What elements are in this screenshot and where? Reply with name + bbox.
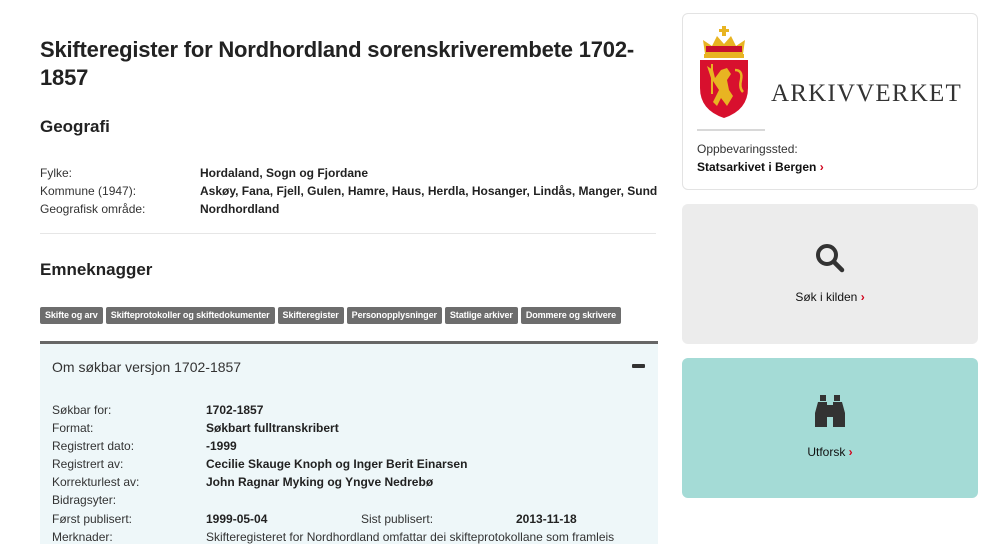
brand-name: ARKIVVERKET [771, 80, 962, 107]
search-source-label: Søk i kilden [795, 290, 858, 304]
tag-skifte-og-arv[interactable]: Skifte og arv [40, 307, 103, 324]
detail-row [52, 491, 614, 509]
notes-label: Merknader: [52, 529, 113, 544]
panel-details [52, 401, 614, 544]
search-icon-wrap [682, 242, 978, 274]
geografi-table [40, 164, 658, 218]
archive-logo-card [682, 13, 978, 190]
notes-value: Skifteregisteret for Nordhordland omfattar dei skifteprotokollane som framleis [206, 529, 615, 544]
explore-link[interactable] [682, 445, 978, 459]
detail-value: 1702-1857 [206, 403, 264, 417]
explore-card[interactable] [682, 358, 978, 498]
search-source-link[interactable] [682, 290, 978, 304]
search-icon [814, 242, 846, 274]
detail-row [52, 437, 614, 455]
chevron-right-icon: › [860, 290, 865, 304]
detail-row [52, 401, 614, 419]
geo-label: Kommune (1947): [40, 184, 137, 198]
binoculars-icon-wrap [682, 393, 978, 429]
detail-label: Søkbar for: [52, 403, 112, 417]
coat-of-arms-icon [697, 26, 751, 120]
logo-divider [697, 129, 765, 131]
detail-row [52, 455, 614, 473]
search-source-card[interactable] [682, 204, 978, 344]
geografi-heading: Geografi [40, 117, 110, 136]
detail-label: Bidragsyter: [52, 493, 117, 508]
geo-row-kommune [40, 182, 658, 200]
emneknagger-heading: Emneknagger [40, 260, 153, 279]
geo-value: Hordaland, Sogn og Fjordane [200, 166, 368, 180]
tag-skifteregister[interactable]: Skifteregister [278, 307, 344, 324]
geo-row-fylke [40, 164, 658, 182]
detail-row [52, 473, 614, 491]
detail-label: Format: [52, 421, 94, 436]
storage-label: Oppbevaringssted: [697, 142, 798, 156]
last-published-label: Sist publisert: [361, 511, 434, 526]
page-title: Skifteregister for Nordhordland sorenskriverembete 1702-1857 [40, 37, 635, 90]
detail-value: Søkbart fulltranskribert [206, 421, 339, 436]
detail-label: Registrert dato: [52, 439, 135, 454]
detail-row [52, 419, 614, 437]
detail-value: Cecilie Skauge Knoph og Inger Berit Einarsen [206, 457, 468, 472]
detail-label: Registrert av: [52, 457, 124, 472]
section-divider [40, 233, 656, 234]
minus-icon[interactable] [632, 364, 645, 368]
detail-value: -1999 [206, 439, 237, 454]
tag-statlige-arkiver[interactable]: Statlige arkiver [445, 307, 518, 324]
tag-dommere-og-skrivere[interactable]: Dommere og skrivere [521, 307, 621, 324]
searchable-version-panel [40, 341, 658, 544]
explore-label: Utforsk [807, 445, 846, 459]
detail-value: John Ragnar Myking og Yngve Nedrebø [206, 475, 434, 490]
geo-label: Fylke: [40, 166, 73, 180]
geo-value: Nordhordland [200, 202, 280, 216]
geo-label: Geografisk område: [40, 202, 146, 216]
tag-skifteprotokoller[interactable]: Skifteprotokoller og skiftedokumenter [106, 307, 275, 324]
last-published-value: 2013-11-18 [516, 511, 577, 526]
tag-personopplysninger[interactable]: Personopplysninger [347, 307, 442, 324]
first-published-label: Først publisert: [52, 511, 133, 526]
notes-row [52, 528, 614, 544]
detail-label: Korrekturlest av: [52, 475, 140, 490]
panel-title[interactable]: Om søkbar versjon 1702-1857 [52, 359, 242, 375]
storage-link-text: Statsarkivet i Bergen [697, 160, 817, 174]
storage-link[interactable] [697, 160, 824, 174]
binoculars-icon [812, 393, 848, 429]
geo-value: Askøy, Fana, Fjell, Gulen, Hamre, Haus, Herdla, Hosanger, Lindås, Manger, Sund [200, 184, 658, 198]
chevron-right-icon: › [848, 445, 853, 459]
geo-row-omrade [40, 200, 658, 218]
published-row [52, 510, 614, 528]
chevron-right-icon: › [819, 160, 824, 174]
first-published-value: 1999-05-04 [206, 511, 268, 526]
tag-list [40, 307, 621, 324]
